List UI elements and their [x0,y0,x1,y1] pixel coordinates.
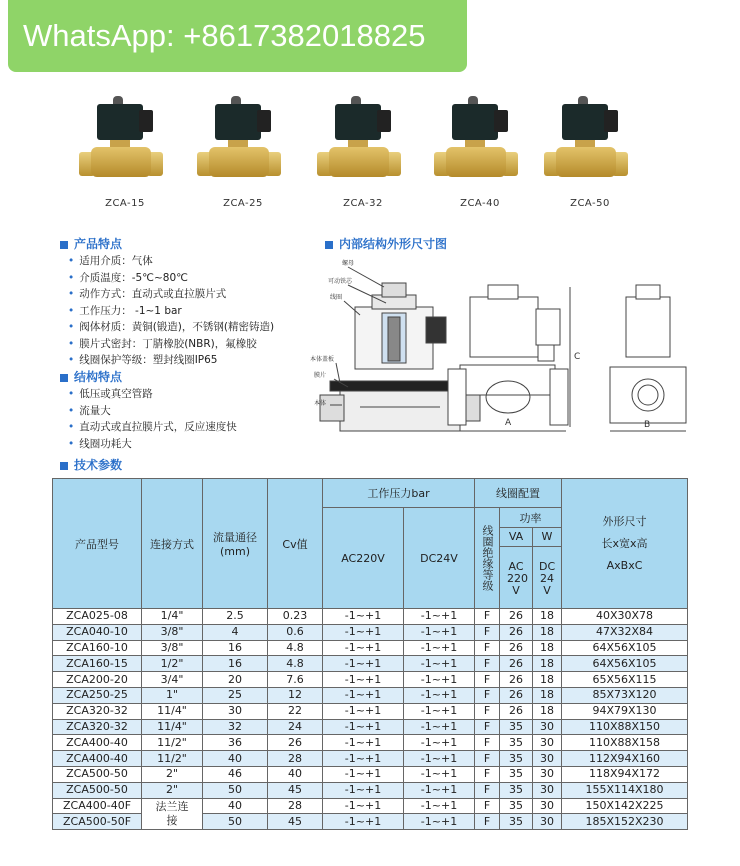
table-cell: -1~+1 [323,672,404,688]
list-item: • 低压或真空管路 [68,386,237,403]
table-row [53,719,688,735]
table-cell: ZCA500-50 [53,782,142,798]
table-cell: 150X142X225 [562,798,688,814]
table-cell: 45 [268,782,323,798]
col-dc: DC24V [404,508,475,609]
table-cell: 50 [203,782,268,798]
list-item: • 阀体材质：黄铜(锻造)，不锈钢(精密铸造) [68,319,274,336]
diagram-label: 线圈 [330,294,343,301]
diagram-label: 可动铁芯 [328,278,353,285]
square-bullet-icon [325,241,333,249]
whatsapp-banner: WhatsApp: +8617382018825 [8,0,467,72]
diagram-label: 膜片 [314,372,327,379]
col-w: W DC 24 V [533,528,562,609]
table-cell: 45 [268,814,323,830]
square-bullet-icon [60,241,68,249]
valve-image [75,92,175,192]
table-row [53,656,688,672]
product-label: ZCA-25 [223,198,263,209]
table-cell: ZCA400-40 [53,751,142,767]
table-cell: -1~+1 [323,798,404,814]
table-cell: 11/4" [142,719,203,735]
table-cell: ZCA025-08 [53,609,142,625]
table-row [53,640,688,656]
spec-table [52,478,688,830]
table-cell: F [475,814,500,830]
table-cell: 12 [268,687,323,703]
table-cell: 40 [268,766,323,782]
table-cell: -1~+1 [323,751,404,767]
table-cell: 94X79X130 [562,703,688,719]
table-cell: 40 [203,751,268,767]
table-cell: 26 [268,735,323,751]
diagram-label: 本体 [314,400,327,407]
table-cell: 36 [203,735,268,751]
col-pressure: 工作压力bar [323,479,475,508]
table-cell: ZCA500-50F [53,814,142,830]
table-cell: 1/4" [142,609,203,625]
table-cell: 2" [142,782,203,798]
table-cell: ZCA160-15 [53,656,142,672]
table-cell: -1~+1 [323,640,404,656]
table-cell: 11/2" [142,751,203,767]
table-cell: 4.8 [268,640,323,656]
table-cell: -1~+1 [404,672,475,688]
table-cell: 85X73X120 [562,687,688,703]
table-cell: F [475,766,500,782]
table-cell: -1~+1 [323,766,404,782]
table-cell: 11/4" [142,703,203,719]
table-cell: 32 [203,719,268,735]
table-cell: F [475,640,500,656]
table-cell: 47X32X84 [562,624,688,640]
list-item: • 膜片式密封：丁腈橡胶(NBR)，氟橡胶 [68,336,274,353]
table-cell: 3/8" [142,624,203,640]
table-row [53,687,688,703]
col-insulation: 线圈绝缘等级 [475,508,500,609]
structure-title: 结构特点 [60,368,122,385]
table-cell: 2.5 [203,609,268,625]
table-row [53,735,688,751]
table-cell: F [475,609,500,625]
table-cell: 25 [203,687,268,703]
table-cell: 26 [500,656,533,672]
dim-a-label: A [505,418,512,428]
table-cell: 35 [500,735,533,751]
table-row [53,672,688,688]
list-item: • 线圈功耗大 [68,436,237,453]
table-cell: -1~+1 [323,609,404,625]
table-cell: -1~+1 [323,624,404,640]
table-cell: 4.8 [268,656,323,672]
table-cell: 法兰连接 [142,798,203,830]
col-coil: 线圈配置 [475,479,562,508]
list-item: • 线圈保护等级：塑封线圈IP65 [68,352,274,369]
table-cell: 22 [268,703,323,719]
table-cell: -1~+1 [404,640,475,656]
table-cell: F [475,782,500,798]
col-ac: AC220V [323,508,404,609]
product-label: ZCA-50 [570,198,610,209]
table-cell: 4 [203,624,268,640]
table-cell: 112X94X160 [562,751,688,767]
table-cell: 30 [533,798,562,814]
square-bullet-icon [60,462,68,470]
valve-image [430,92,530,192]
table-cell: -1~+1 [323,703,404,719]
product-label: ZCA-40 [460,198,500,209]
table-cell: 20 [203,672,268,688]
table-cell: F [475,751,500,767]
table-cell: 18 [533,656,562,672]
table-cell: ZCA250-25 [53,687,142,703]
diagram-title: 内部结构外形尺寸图 [325,235,447,252]
col-va: VA AC 220 V [500,528,533,609]
table-cell: 30 [533,766,562,782]
table-row [53,609,688,625]
table-cell: -1~+1 [404,719,475,735]
table-cell: ZCA040-10 [53,624,142,640]
table-cell: -1~+1 [404,735,475,751]
table-cell: -1~+1 [404,798,475,814]
table-cell: 118X94X172 [562,766,688,782]
table-cell: 18 [533,624,562,640]
table-cell: 0.23 [268,609,323,625]
table-cell: ZCA400-40F [53,798,142,814]
product-label: ZCA-15 [105,198,145,209]
table-cell: 30 [533,719,562,735]
table-cell: -1~+1 [404,814,475,830]
table-cell: 155X114X180 [562,782,688,798]
product-zca-32 [308,92,418,209]
table-cell: 110X88X158 [562,735,688,751]
table-cell: 16 [203,640,268,656]
table-cell: 1/2" [142,656,203,672]
valve-image [193,92,293,192]
table-cell: 24 [268,719,323,735]
dim-b-label: B [644,420,651,430]
table-cell: 30 [533,751,562,767]
table-row [53,798,688,814]
table-cell: 18 [533,703,562,719]
col-power: 功率 [500,508,562,528]
table-row [53,766,688,782]
table-cell: 40X30X78 [562,609,688,625]
table-cell: -1~+1 [404,703,475,719]
col-cv: Cv值 [268,479,323,609]
table-cell: 28 [268,798,323,814]
table-cell: 3/4" [142,672,203,688]
product-zca-40 [425,92,535,209]
table-cell: 64X56X105 [562,640,688,656]
table-cell: F [475,656,500,672]
list-item: • 工作压力： -1~1 bar [68,303,274,320]
product-zca-50 [535,92,645,209]
table-cell: ZCA160-10 [53,640,142,656]
table-cell: 30 [533,735,562,751]
col-flow: 流量通径 (mm) [203,479,268,609]
diagram-label: 螺母 [342,260,355,267]
table-cell: 64X56X105 [562,656,688,672]
structure-diagram [300,255,720,435]
table-cell: -1~+1 [323,687,404,703]
table-cell: 18 [533,672,562,688]
table-cell: F [475,719,500,735]
table-cell: -1~+1 [404,687,475,703]
table-cell: ZCA400-40 [53,735,142,751]
table-cell: F [475,703,500,719]
table-cell: 18 [533,687,562,703]
valve-image [313,92,413,192]
list-item: • 动作方式：直动式或直拉膜片式 [68,286,274,303]
col-connection: 连接方式 [142,479,203,609]
table-cell: 40 [203,798,268,814]
table-cell: -1~+1 [323,814,404,830]
table-cell: -1~+1 [404,782,475,798]
table-cell: 26 [500,609,533,625]
product-zca-25 [188,92,298,209]
table-row [53,624,688,640]
table-cell: 18 [533,609,562,625]
table-cell: 65X56X115 [562,672,688,688]
table-cell: 35 [500,766,533,782]
list-item: • 介质温度：-5℃~80℃ [68,270,274,287]
table-row [53,751,688,767]
dim-c-label: C [574,352,581,362]
diagram-label: 本体盖板 [310,356,335,363]
table-cell: -1~+1 [323,735,404,751]
table-cell: 18 [533,640,562,656]
table-row [53,782,688,798]
table-cell: -1~+1 [404,624,475,640]
product-label: ZCA-32 [343,198,383,209]
product-zca-15 [70,92,180,209]
table-cell: 3/8" [142,640,203,656]
table-body [53,609,688,830]
table-cell: -1~+1 [323,782,404,798]
valve-image [540,92,640,192]
table-cell: 35 [500,751,533,767]
table-cell: ZCA320-32 [53,719,142,735]
table-cell: 26 [500,703,533,719]
col-size: 外形尺寸 长x宽x高 AxBxC [562,479,688,609]
table-cell: 7.6 [268,672,323,688]
table-cell: 35 [500,798,533,814]
table-cell: -1~+1 [323,719,404,735]
table-cell: 30 [203,703,268,719]
list-item: • 流量大 [68,403,237,420]
table-cell: 1" [142,687,203,703]
table-cell: F [475,798,500,814]
table-cell: 2" [142,766,203,782]
list-item: • 适用介质：气体 [68,253,274,270]
table-cell: ZCA200-20 [53,672,142,688]
table-cell: 30 [533,782,562,798]
table-cell: -1~+1 [404,656,475,672]
table-cell: -1~+1 [404,766,475,782]
table-cell: 50 [203,814,268,830]
table-cell: F [475,624,500,640]
features-list [68,253,274,369]
table-cell: 30 [533,814,562,830]
table-cell: F [475,735,500,751]
table-cell: -1~+1 [323,656,404,672]
col-model: 产品型号 [53,479,142,609]
table-cell: 35 [500,782,533,798]
table-cell: 110X88X150 [562,719,688,735]
table-cell: ZCA320-32 [53,703,142,719]
table-cell: 26 [500,672,533,688]
table-cell: 35 [500,814,533,830]
table-cell: -1~+1 [404,751,475,767]
table-cell: ZCA500-50 [53,766,142,782]
table-cell: 26 [500,640,533,656]
table-cell: F [475,672,500,688]
list-item: • 直动式或直拉膜片式，反应速度快 [68,419,237,436]
square-bullet-icon [60,374,68,382]
table-cell: 26 [500,624,533,640]
table-cell: 0.6 [268,624,323,640]
structure-list [68,386,237,452]
table-cell: 46 [203,766,268,782]
tech-title: 技术参数 [60,456,122,473]
table-row [53,703,688,719]
table-cell: 16 [203,656,268,672]
features-title: 产品特点 [60,235,122,252]
table-cell: 35 [500,719,533,735]
table-cell: F [475,687,500,703]
table-cell: 26 [500,687,533,703]
table-cell: 185X152X230 [562,814,688,830]
table-cell: 11/2" [142,735,203,751]
table-cell: 28 [268,751,323,767]
table-cell: -1~+1 [404,609,475,625]
